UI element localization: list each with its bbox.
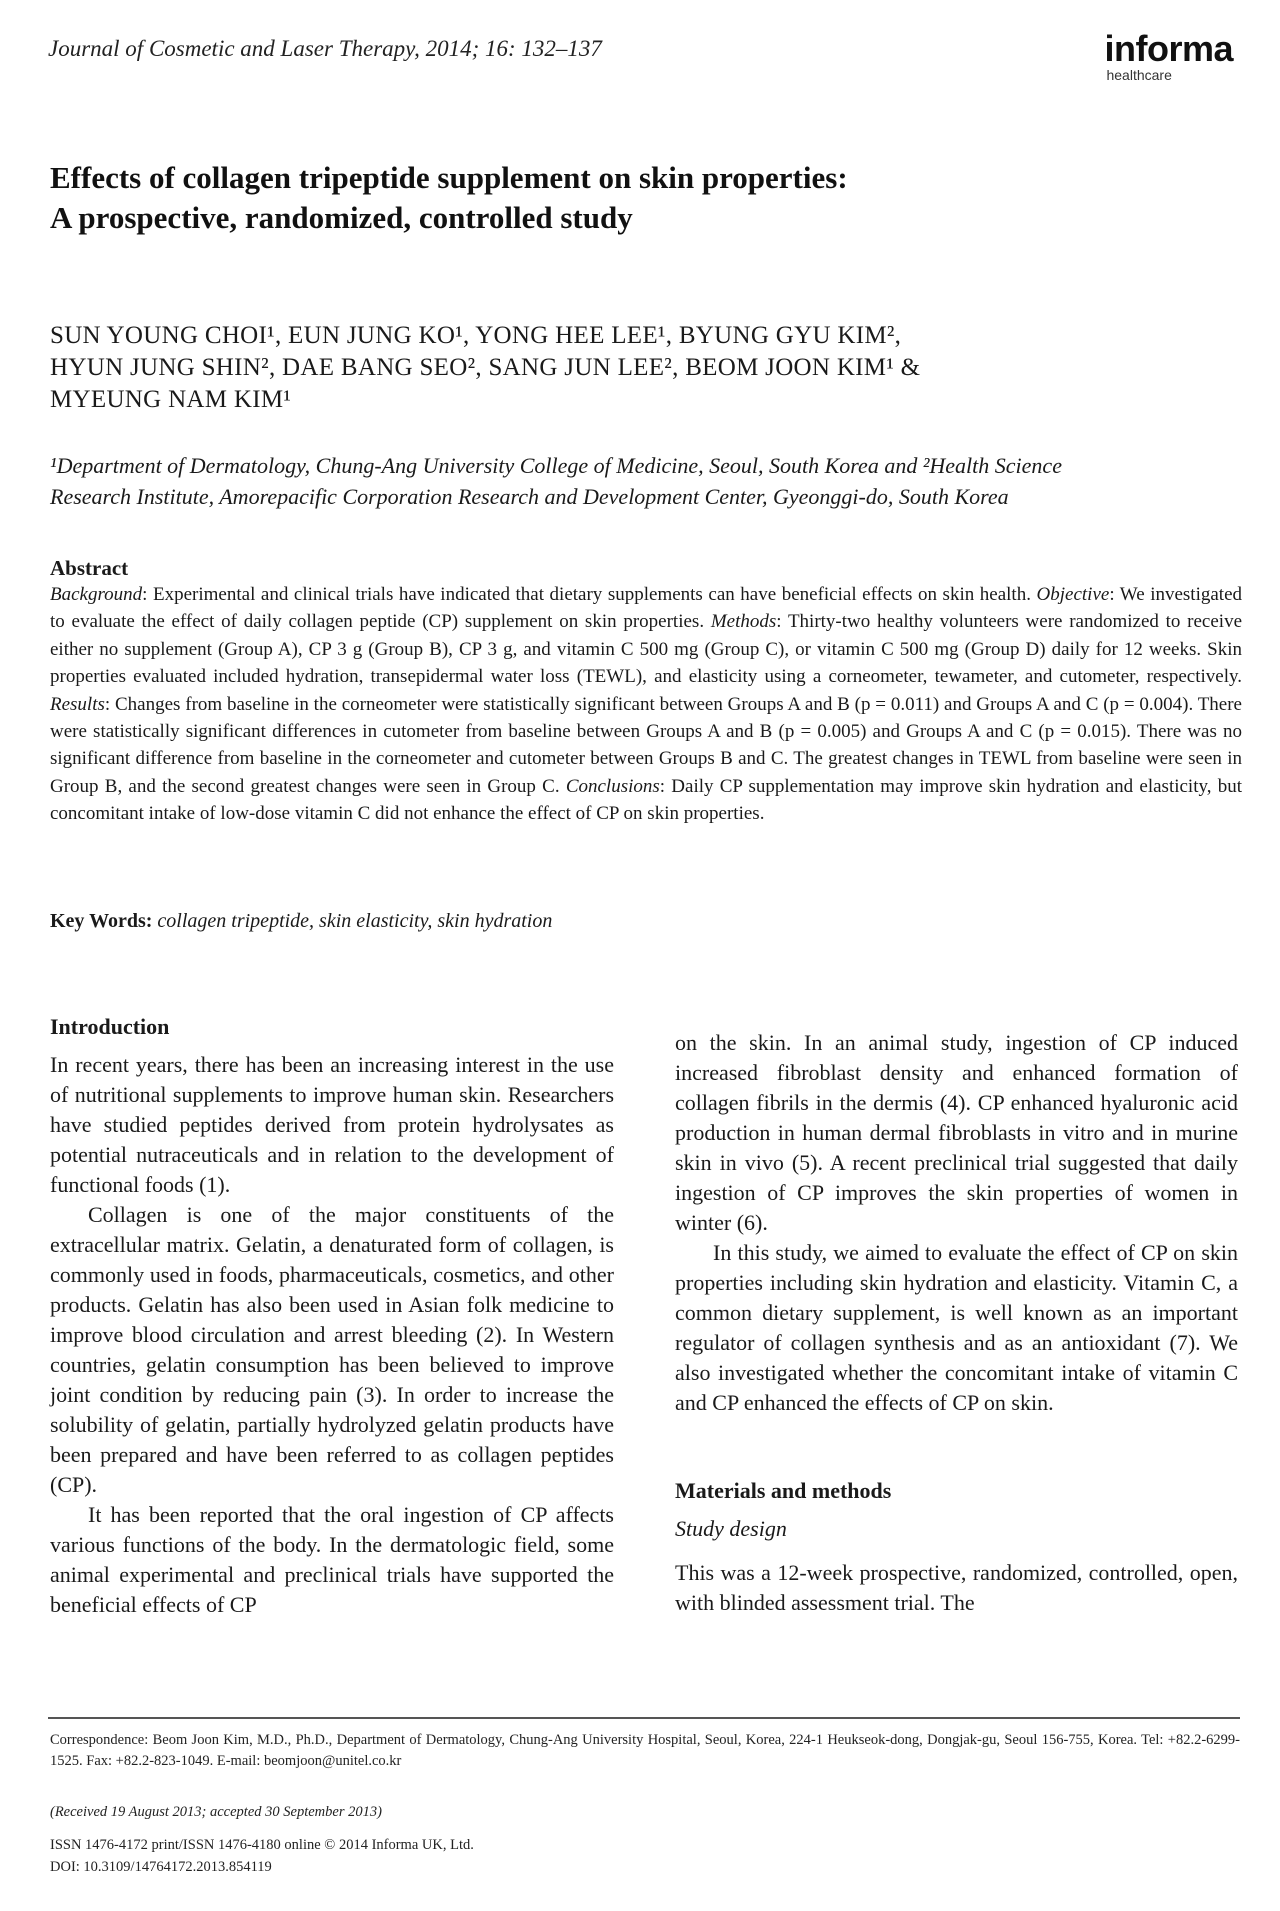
- body-paragraph: In recent years, there has been an increasing interest in the use of nutritional supplements to improve human skin. Researchers have studied peptides derived from protein hydrolysates as potential nutraceuticals and in relation to the development of functional foods (1).: [50, 1052, 614, 1197]
- logo-wordmark: informa: [1104, 28, 1233, 69]
- doi-line: DOI: 10.3109/14764172.2013.854119: [50, 1859, 272, 1875]
- abstract: [50, 555, 1242, 828]
- issn-line: ISSN 1476-4172 print/ISSN 1476-4180 online © 2014 Informa UK, Ltd.: [50, 1837, 474, 1853]
- body-paragraph: It has been reported that the oral ingestion of CP affects various functions of the body. In the dermatologic field, some animal experimental and preclinical trials have supported the beneficial effects of CP: [50, 1502, 614, 1617]
- author-line: HYUN JUNG SHIN², DAE BANG SEO², SANG JUN LEE², BEOM JOON KIM¹ &: [50, 354, 921, 381]
- body-paragraph: Collagen is one of the major constituents of the extracellular matrix. Gelatin, a denaturated form of collagen, is commonly used in foods, pharmaceuticals, cosmetics, and other products. Gelatin has also been used in Asian folk medicine to improve blood circulation and arrest bleeding (2). In Western countries, gelatin consumption has been believed to improve joint condition by reducing pain (3). In order to increase the solubility of gelatin, partially hydrolyzed gelatin products have been prepared and have been referred to as collagen peptides (CP).: [50, 1202, 614, 1497]
- abstract-conclusions-label: Conclusions: [565, 775, 660, 797]
- column-left: [50, 1012, 614, 1620]
- author-list: [50, 320, 1200, 416]
- keywords: [50, 908, 1200, 934]
- journal-citation: Journal of Cosmetic and Laser Therapy, 2014; 16: 132–137: [48, 36, 602, 61]
- abstract-background-label: Background: [50, 584, 143, 605]
- abstract-results-label: Results: [50, 693, 105, 715]
- methods-heading: Materials and methods: [675, 1478, 892, 1503]
- column-right: [675, 1028, 1238, 1618]
- abstract-objective-text: : We investigated to evaluate the effect of daily collagen peptide (CP) supplement on skin properties.: [50, 584, 1243, 633]
- article-title: [50, 158, 1200, 238]
- publisher-logo: [1104, 30, 1233, 82]
- body-paragraph: on the skin. In an animal study, ingestion of CP induced increased fibroblast density and enhanced formation of collagen fibrils in the dermis (4). CP enhanced hyaluronic acid production in human dermal fibroblasts in vitro and in murine skin in vivo (5). A recent preclinical trial suggested that daily ingestion of CP improves the skin properties of women in winter (6).: [675, 1030, 1238, 1235]
- affiliations: [50, 450, 1240, 512]
- article-title-line-2: A prospective, randomized, controlled study: [50, 200, 633, 235]
- footnote-divider: [48, 1717, 1240, 1719]
- study-design-subheading: Study design: [675, 1516, 787, 1541]
- page-header: [48, 28, 1233, 96]
- abstract-methods-text: : Thirty-two healthy volunteers were randomized to receive either no supplement (Group A), CP 3 g (Group B), CP 3 g, and vitamin C 500 mg (Group C), or vitamin C 500 mg (Group D) daily for 12 weeks. Skin properties evaluated included hydration, transepidermal water loss (TEWL), and elasticity using a corneometer, tewameter, and cutometer, respectively.: [50, 611, 1243, 688]
- correspondence-note: Correspondence: Beom Joon Kim, M.D., Ph.D., Department of Dermatology, Chung-Ang University Hospital, Seoul, Korea, 224-1 Heukseok-dong, Dongjak-gu, Seoul 156-755, Korea. Tel: +82.2-6299-1525. Fax: +82.2-823-1049. E-mail: beomjoon@unitel.co.kr: [50, 1732, 1240, 1769]
- keywords-label: Key Words:: [50, 910, 153, 932]
- abstract-objective-label: Objective: [1036, 584, 1110, 605]
- keywords-text: collagen tripeptide, skin elasticity, skin hydration: [157, 910, 553, 932]
- abstract-results-text: : Changes from baseline in the corneometer were statistically significant between Groups A and B (p = 0.011) and Groups A and C (p = 0.004). There were statistically significant differences in cutometer from baseline between Groups A and B (p = 0.005) and Groups A and C (p = 0.015). There was no significant difference from baseline in the corneometer and cutometer between Groups B and C. The greatest changes in TEWL from baseline were seen in Group B, and the second greatest changes were seen in Group C.: [50, 693, 1242, 797]
- author-line: SUN YOUNG CHOI¹, EUN JUNG KO¹, YONG HEE LEE¹, BYUNG GYU KIM²,: [50, 322, 902, 349]
- affiliation-line: Research Institute, Amorepacific Corporation Research and Development Center, Gyeonggi-do, South Korea: [50, 484, 1009, 509]
- body-paragraph: In this study, we aimed to evaluate the effect of CP on skin properties including skin hydration and elasticity. Vitamin C, a common dietary supplement, is well known as an important regulator of collagen synthesis and as an antioxidant (7). We also investigated whether the concomitant intake of vitamin C and CP enhanced the effects of CP on skin.: [675, 1240, 1238, 1415]
- abstract-background-text: : Experimental and clinical trials have indicated that dietary supplements can have beneficial effects on skin health.: [142, 584, 1031, 605]
- body-paragraph: This was a 12-week prospective, randomized, controlled, open, with blinded assessment trial. The: [675, 1560, 1238, 1615]
- article-title-line-1: Effects of collagen tripeptide supplement on skin properties:: [50, 160, 848, 195]
- abstract-methods-label: Methods: [710, 611, 777, 633]
- author-line: MYEUNG NAM KIM¹: [50, 386, 292, 413]
- affiliation-line: ¹Department of Dermatology, Chung-Ang University College of Medicine, Seoul, South Korea and ²Health Science: [50, 453, 1062, 478]
- logo-subtitle: healthcare: [1106, 67, 1172, 83]
- abstract-body: [50, 581, 1242, 828]
- abstract-conclusions-text: : Daily CP supplementation may improve skin hydration and elasticity, but concomitant intake of low-dose vitamin C did not enhance the effect of CP on skin properties.: [50, 775, 1243, 825]
- introduction-heading: Introduction: [50, 1014, 170, 1039]
- abstract-heading: Abstract: [50, 556, 129, 580]
- received-dates: (Received 19 August 2013; accepted 30 September 2013): [50, 1804, 382, 1820]
